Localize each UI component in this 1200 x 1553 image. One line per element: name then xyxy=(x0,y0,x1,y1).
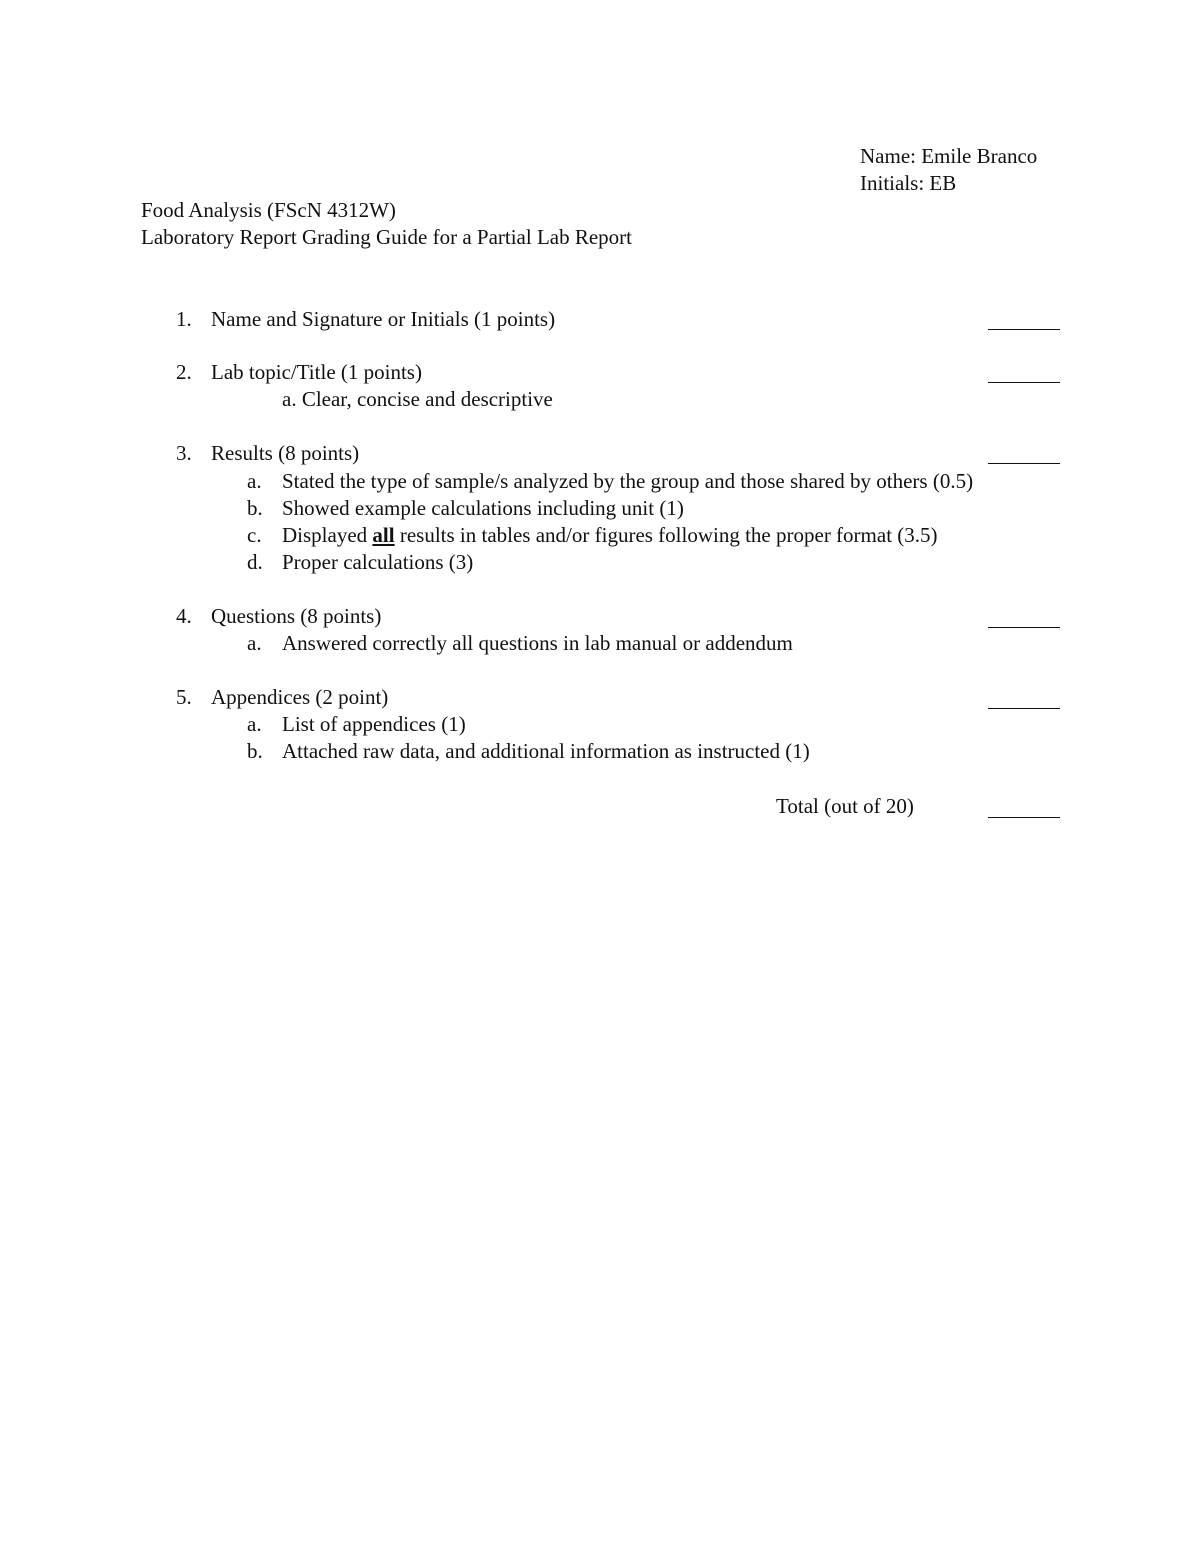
sub-item-letter: d. xyxy=(247,550,263,574)
sub-item-letter: a. xyxy=(247,469,262,493)
sub-item-text: Showed example calculations including unit (1) xyxy=(282,496,684,520)
sub-item-text: Answered correctly all questions in lab manual or addendum xyxy=(282,631,793,655)
course-title: Food Analysis (FScN 4312W) xyxy=(141,198,396,222)
item-text: Name and Signature or Initials (1 points) xyxy=(211,307,556,331)
item-number: 1. xyxy=(176,307,192,331)
sub-item-text: Stated the type of sample/s analyzed by the group and those shared by others (0.5) xyxy=(282,469,974,493)
sub-item-letter: c. xyxy=(247,523,262,547)
item-text: Questions (8 points) xyxy=(211,604,382,628)
item-text: Lab topic/Title (1 points) xyxy=(211,360,422,384)
student-name: Name: Emile Branco xyxy=(860,144,1038,168)
sub-item-text-pre: Displayed xyxy=(282,523,373,547)
score-blank-1[interactable] xyxy=(988,329,1060,330)
sub-item-text: Proper calculations (3) xyxy=(282,550,474,574)
item-number: 2. xyxy=(176,360,192,384)
sub-item-text: List of appendices (1) xyxy=(282,712,466,736)
sub-item-letter: b. xyxy=(247,496,263,520)
score-blank-5[interactable] xyxy=(988,708,1060,709)
emphasis-all: all xyxy=(372,523,395,547)
sub-item-letter: b. xyxy=(247,739,263,763)
item-number: 4. xyxy=(176,604,192,628)
item-text: Results (8 points) xyxy=(211,441,360,465)
item-number: 5. xyxy=(176,685,192,709)
score-blank-4[interactable] xyxy=(988,627,1060,628)
score-blank-2[interactable] xyxy=(988,382,1060,383)
item-number: 3. xyxy=(176,441,192,465)
sub-item-text: a. Clear, concise and descriptive xyxy=(282,387,553,411)
score-blank-3[interactable] xyxy=(988,463,1060,464)
item-text: Appendices (2 point) xyxy=(211,685,389,709)
sub-item-text: Attached raw data, and additional information as instructed (1) xyxy=(282,739,810,763)
sub-item-letter: a. xyxy=(247,631,262,655)
score-blank-total[interactable] xyxy=(988,817,1060,818)
guide-title: Laboratory Report Grading Guide for a Partial Lab Report xyxy=(141,225,633,249)
sub-item-letter: a. xyxy=(247,712,262,736)
sub-item-text xyxy=(282,522,938,548)
total-label: Total (out of 20) xyxy=(776,794,914,818)
sub-item-text-post: results in tables and/or figures following the proper format (3.5) xyxy=(394,523,938,547)
student-initials: Initials: EB xyxy=(860,171,957,195)
